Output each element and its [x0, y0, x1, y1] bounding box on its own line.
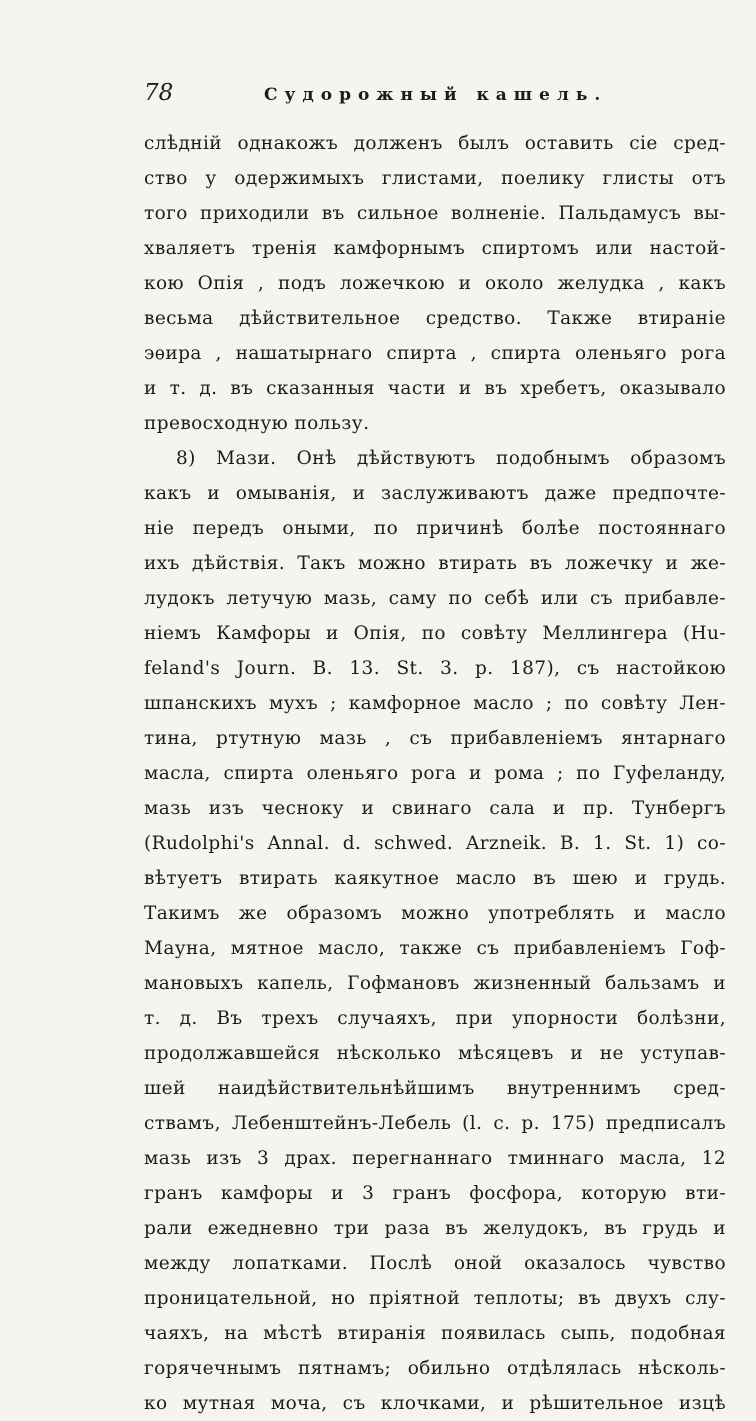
text-line: тина, ртутную мазь , съ прибавленіемъ янтарнаго: [144, 728, 726, 749]
text-line: ихъ дѣйствія. Такъ можно втирать въ ложечку и же-: [144, 553, 726, 574]
text-line: feland's Journ. B. 13. St. 3. p. 187), съ настойкою: [144, 658, 726, 679]
text-line: ство у одержимыхъ глистами, поелику глисты отъ: [144, 168, 726, 189]
page-header: [144, 80, 726, 126]
text-line: вѣтуетъ втирать каякутное масло въ шею и грудь.: [144, 868, 726, 889]
text-line: шей наидѣйствительнѣйшимъ внутреннимъ сред-: [144, 1078, 726, 1099]
text-line: ніемъ Камфоры и Опія, по совѣту Меллингера (Hu-: [144, 623, 726, 644]
text-line: между лопатками. Послѣ оной оказалось чувство: [144, 1253, 726, 1274]
text-line: хваляетъ тренія камфорнымъ спиртомъ или настой-: [144, 238, 726, 259]
text-line: масла, спирта оленьяго рога и рома ; по Гуфеландy,: [144, 763, 726, 784]
text-line: кою Опія , подъ ложечкою и около желудка , какъ: [144, 273, 726, 294]
text-line: слѣдній однакожъ долженъ былъ оставить сіе сред-: [144, 133, 726, 154]
text-line: горячечнымъ пятнамъ; обильно отдѣлялась нѣсколь-: [144, 1358, 726, 1379]
running-title: Судорожный кашель.: [264, 85, 608, 105]
text-line: Мауна, мятное масло, также съ прибавленіемъ Гоф-: [144, 938, 726, 959]
text-line: эѳира , нашатырнаго спирта , спирта оленьяго рога: [144, 343, 726, 364]
text-line: превосходную пользу.: [144, 413, 370, 434]
text-line: мановыхъ капель, Гофмановъ жизненный бальзамъ и: [144, 973, 726, 994]
text-line: и т. д. въ сказанныя части и въ хребетъ, оказывало: [144, 378, 726, 399]
text-line: мазь изъ чесноку и свинаго сала и пр. Тунбергъ: [144, 798, 726, 819]
text-line: Такимъ же образомъ можно употреблять и масло: [144, 903, 726, 924]
text-line: ствамъ, Лебенштейнъ-Лебель (l. c. p. 175) предписалъ: [144, 1113, 726, 1134]
page-number: 78: [144, 80, 174, 106]
text-line: того приходили въ сильное волненіе. Пальдамусъ вы-: [144, 203, 726, 224]
text-line: какъ и омыванія, и заслуживаютъ даже предпочте-: [144, 483, 726, 504]
body-text: [144, 126, 726, 1421]
text-line: ніе передъ оными, по причинѣ болѣе постояннаго: [144, 518, 726, 539]
text-line: (Rudolphi's Annal. d. schwed. Arzneik. B. 1. St. 1) со-: [144, 833, 726, 854]
text-line: весьма дѣйствительное средство. Также втираніе: [144, 308, 726, 329]
text-line: лудокъ летучую мазь, саму по себѣ или съ прибавле-: [144, 588, 726, 609]
text-line: чаяхъ, на мѣстѣ втиранія появилась сыпь, подобная: [144, 1323, 726, 1344]
text-line: т. д. Въ трехъ случаяхъ, при упорности болѣзни,: [144, 1008, 726, 1029]
text-line: продолжавшейся нѣсколько мѣсяцевъ и не уступав-: [144, 1043, 726, 1064]
text-line: шпанскихъ мухъ ; камфорное масло ; по совѣту Лен-: [144, 693, 726, 714]
text-line: рали ежедневно три раза въ желудокъ, въ грудь и: [144, 1218, 726, 1239]
text-line: гранъ камфоры и 3 гранъ фосфора, которую вти-: [144, 1183, 726, 1204]
text-line: 8) Мази. Онѣ дѣйствуютъ подобнымъ образомъ: [176, 448, 726, 469]
text-line: мазь изъ 3 драх. перегнаннаго тминнаго масла, 12: [144, 1148, 726, 1169]
text-line: проницательной, но пріятной теплоты; въ двухъ слу-: [144, 1288, 726, 1309]
text-line: ко мутная моча, съ клочками, и рѣшительное изцѣ: [144, 1393, 726, 1414]
